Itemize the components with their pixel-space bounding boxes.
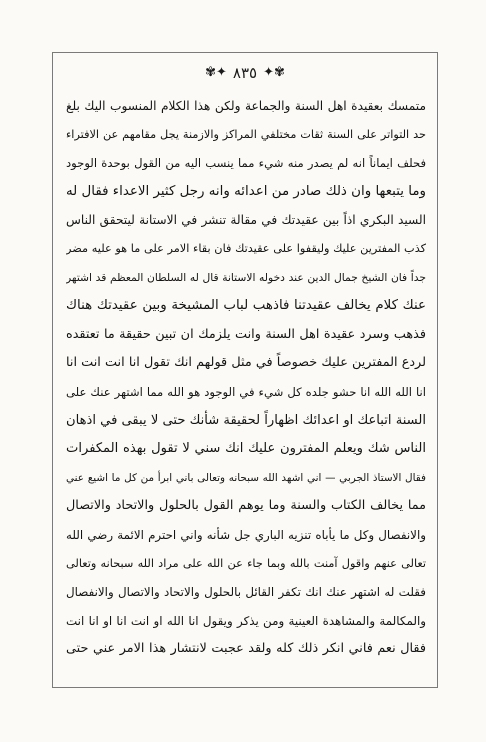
- text-line: فقال نعم فاني انكر ذلك كله ولقد عجبت لانتشار هذا الامر عني حتى: [66, 641, 426, 657]
- page-number: ٨٣٥: [232, 64, 258, 82]
- text-line: السنة اتباعك او اعدائك اظهاراً لحقيقة شأنك حتى لا يبقى في اذهان: [66, 412, 426, 428]
- ornament-right-icon: ✦✾: [263, 65, 285, 80]
- text-line: حد التواتر على السنة ثقات مختلفي المراكز والازمنة يجل مقامهم عن الافتراء: [66, 127, 426, 141]
- ornament-left-icon: ✾✦: [205, 65, 227, 80]
- page-header: [52, 64, 438, 82]
- text-line: انا الله الله انا حشو جلده كل شيء في الوجود هو الله مما اشتهر عنك على: [66, 384, 426, 399]
- body-text: [66, 92, 426, 664]
- text-line: متمسك بعقيدة اهل السنة والجماعة ولكن هذا الكلام المنسوب اليك بلغ: [66, 99, 426, 113]
- text-line: فحلف ايماناً انه لم يصدر منه شيء مما ينسب اليه من القول بوحدة الوجود: [66, 156, 426, 171]
- text-line: الناس شك ويعلم المفترون عليك انك سني لا تقول بهذه المكفرات: [66, 441, 426, 457]
- text-line: وما يتبعها وان ذلك صادر من اعدائه وانه رجل كثير الاعداء فقال له: [66, 183, 426, 199]
- text-line: جداً فان الشيخ جمال الدين عند دخوله الاستانة قال له السلطان المعظم قد اشتهر: [66, 270, 426, 284]
- text-line: والمكالمة والمشاهدة العينية ومن يذكر ويقول انا الله او انت انا او انا انت: [66, 613, 426, 628]
- text-line: فقال الاستاذ الجربي — اني اشهد الله سبحانه وتعالى باني ابرأ من كل ما اشيع عني: [66, 471, 426, 484]
- text-line: فذهب وسرد عقيدة اهل السنة وانت يلزمك ان تبين حقيقة ما تعتقده: [66, 326, 426, 342]
- text-line: تعالى عنهم واقول آمنت بالله وبما جاء عن الله على مراد الله سبحانه وتعالى: [66, 556, 426, 570]
- text-line: مما يخالف الكتاب والسنة وما يوهم القول بالحلول والاتحاد والاتصال: [66, 498, 426, 514]
- text-line: فقلت له اشتهر عنك انك تكفر القائل بالحلول والاتحاد والاتصال والانفصال: [66, 585, 426, 600]
- text-line: لردع المفترين عليك خصوصاً في مثل قولهم انك تقول انا انت انت انا: [66, 355, 426, 371]
- text-line: السيد البكري اذاً بين عقيدتك في مقالة تنشر في الاستانة ليتحقق الناس: [66, 213, 426, 228]
- text-line: عنك كلام يخالف عقيدتنا فاذهب لباب المشيخة وبين عقيدتك هناك: [66, 298, 426, 314]
- text-line: والانفصال وكل ما يأباه تنزيه الباري جل شأنه واني احترم الائمة رضي الله: [66, 527, 426, 542]
- text-line: كذب المفترين عليك وليقفوا على عقيدتك فان بقاء الامر على ما هو عليه مضر: [66, 241, 426, 255]
